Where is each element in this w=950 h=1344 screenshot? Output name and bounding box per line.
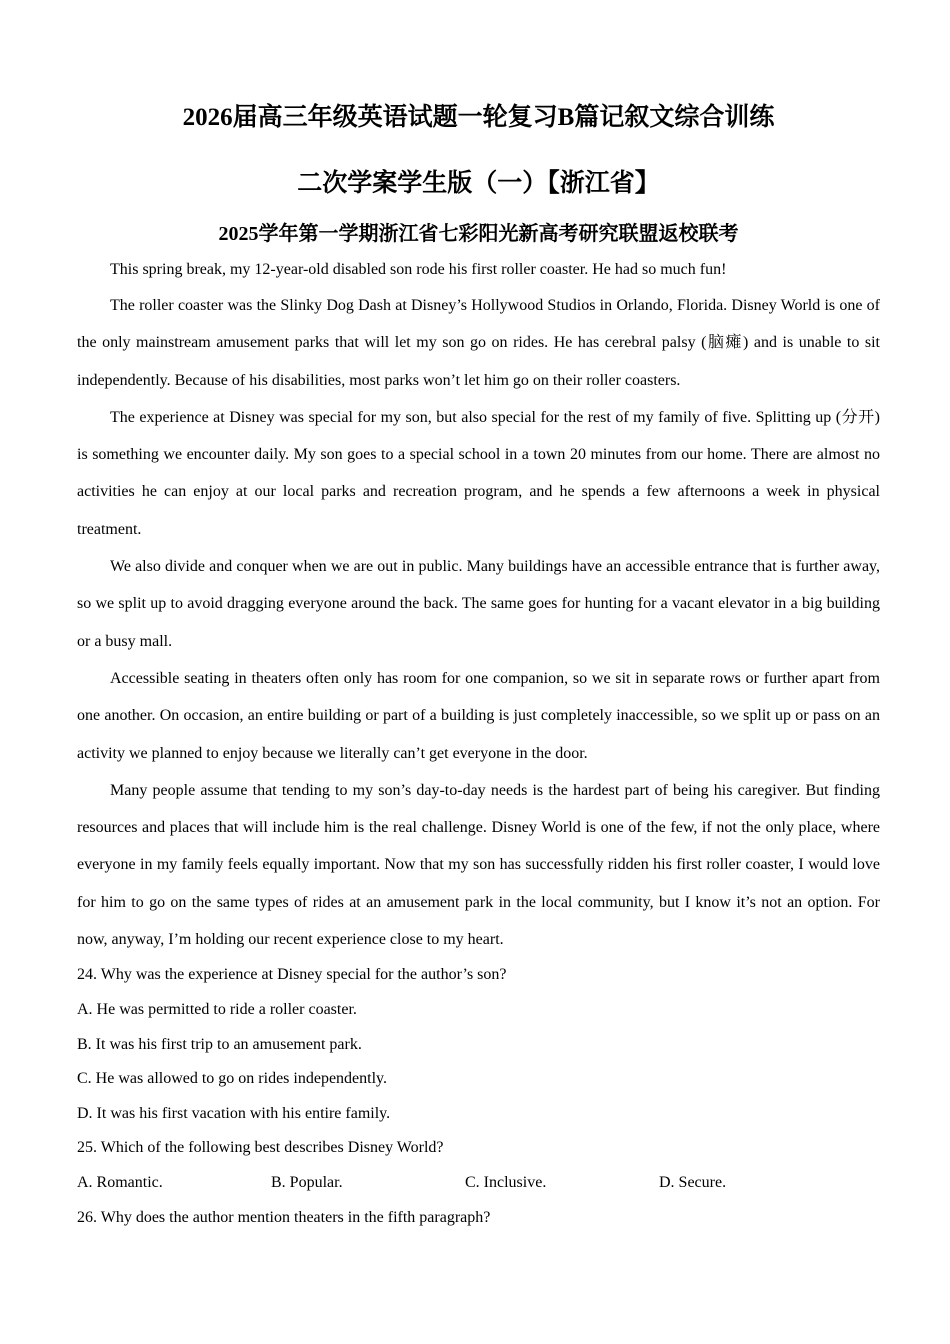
passage-paragraph-1: This spring break, my 12-year-old disabled son rode his first roller coaster. He had so much fun! bbox=[110, 261, 727, 278]
question-24-option-c: C. He was allowed to go on rides independently. bbox=[77, 1070, 388, 1088]
exam-source-subtitle: 2025学年第一学期浙江省七彩阳光新高考研究联盟返校联考 bbox=[218, 223, 739, 245]
question-25-option-c: C. Inclusive. bbox=[465, 1173, 547, 1191]
question-24-option-a: A. He was permitted to ride a roller coaster. bbox=[77, 1000, 357, 1018]
question-26-stem: 26. Why does the author mention theaters in the fifth paragraph? bbox=[77, 1208, 491, 1226]
document-title-line1: 2026届高三年级英语试题一轮复习B篇记叙文综合训练 bbox=[182, 104, 775, 131]
question-25-option-b: B. Popular. bbox=[271, 1173, 343, 1191]
question-24 bbox=[77, 958, 880, 1131]
passage-paragraph-5: Accessible seating in theaters often only has room for one companion, so we sit in separate rows or further apart from one another. On occasion, an entire building or part of a building is just completely inaccessible, so we split up or pass on an activity we planned to enjoy because we literally can’t get everyone in the door. bbox=[77, 669, 880, 762]
passage-paragraph-4: We also divide and conquer when we are out in public. Many buildings have an accessible entrance that is further away, so we split up to avoid dragging everyone around the back. The same goes for hunting for a vacant elevator in a big building or a busy mall. bbox=[77, 558, 880, 650]
question-25-stem: 25. Which of the following best describes Disney World? bbox=[77, 1139, 444, 1157]
question-25-options bbox=[77, 1166, 880, 1201]
question-25-option-d: D. Secure. bbox=[659, 1173, 727, 1191]
document-body bbox=[77, 253, 880, 1235]
passage-paragraph-2: The roller coaster was the Slinky Dog Dash at Disney’s Hollywood Studios in Orlando, Florida. Disney World is one of the only mainstream amusement parks that will let my son go on rides. He has cerebral palsy (脑瘫) and is unable to sit independently. Because of his disabilities, most parks won’t let him go on their roller coasters. bbox=[77, 297, 880, 389]
document-title-line2: 二次学案学生版（一）【浙江省】 bbox=[297, 170, 660, 197]
question-25-option-a: A. Romantic. bbox=[77, 1173, 163, 1191]
question-24-stem: 24. Why was the experience at Disney special for the author’s son? bbox=[77, 966, 507, 984]
question-24-option-d: D. It was his first vacation with his entire family. bbox=[77, 1104, 391, 1122]
passage-paragraph-3: The experience at Disney was special for my son, but also special for the rest of my family of five. Splitting up (分开) is something we encounter daily. My son goes to a special school in a town 20 minutes from our home. There are almost no activities he can enjoy at our local parks and recreation program, and he spends a few afternoons a week in physical treatment. bbox=[77, 408, 880, 538]
question-24-option-b: B. It was his first trip to an amusement park. bbox=[77, 1035, 362, 1053]
question-25 bbox=[77, 1131, 880, 1200]
question-26 bbox=[77, 1201, 880, 1236]
passage-paragraph-6: Many people assume that tending to my son’s day-to-day needs is the hardest part of being his caregiver. But finding resources and places that will include him is the real challenge. Disney World is one of the few, if not the only place, where everyone in my family feels equally important. Now that my son has successfully ridden his first roller coaster, I would love for him to go on the same types of rides at an amusement park in the local community, but I know it’s not an option. For now, anyway, I’m holding our recent experience close to my heart. bbox=[77, 781, 880, 949]
